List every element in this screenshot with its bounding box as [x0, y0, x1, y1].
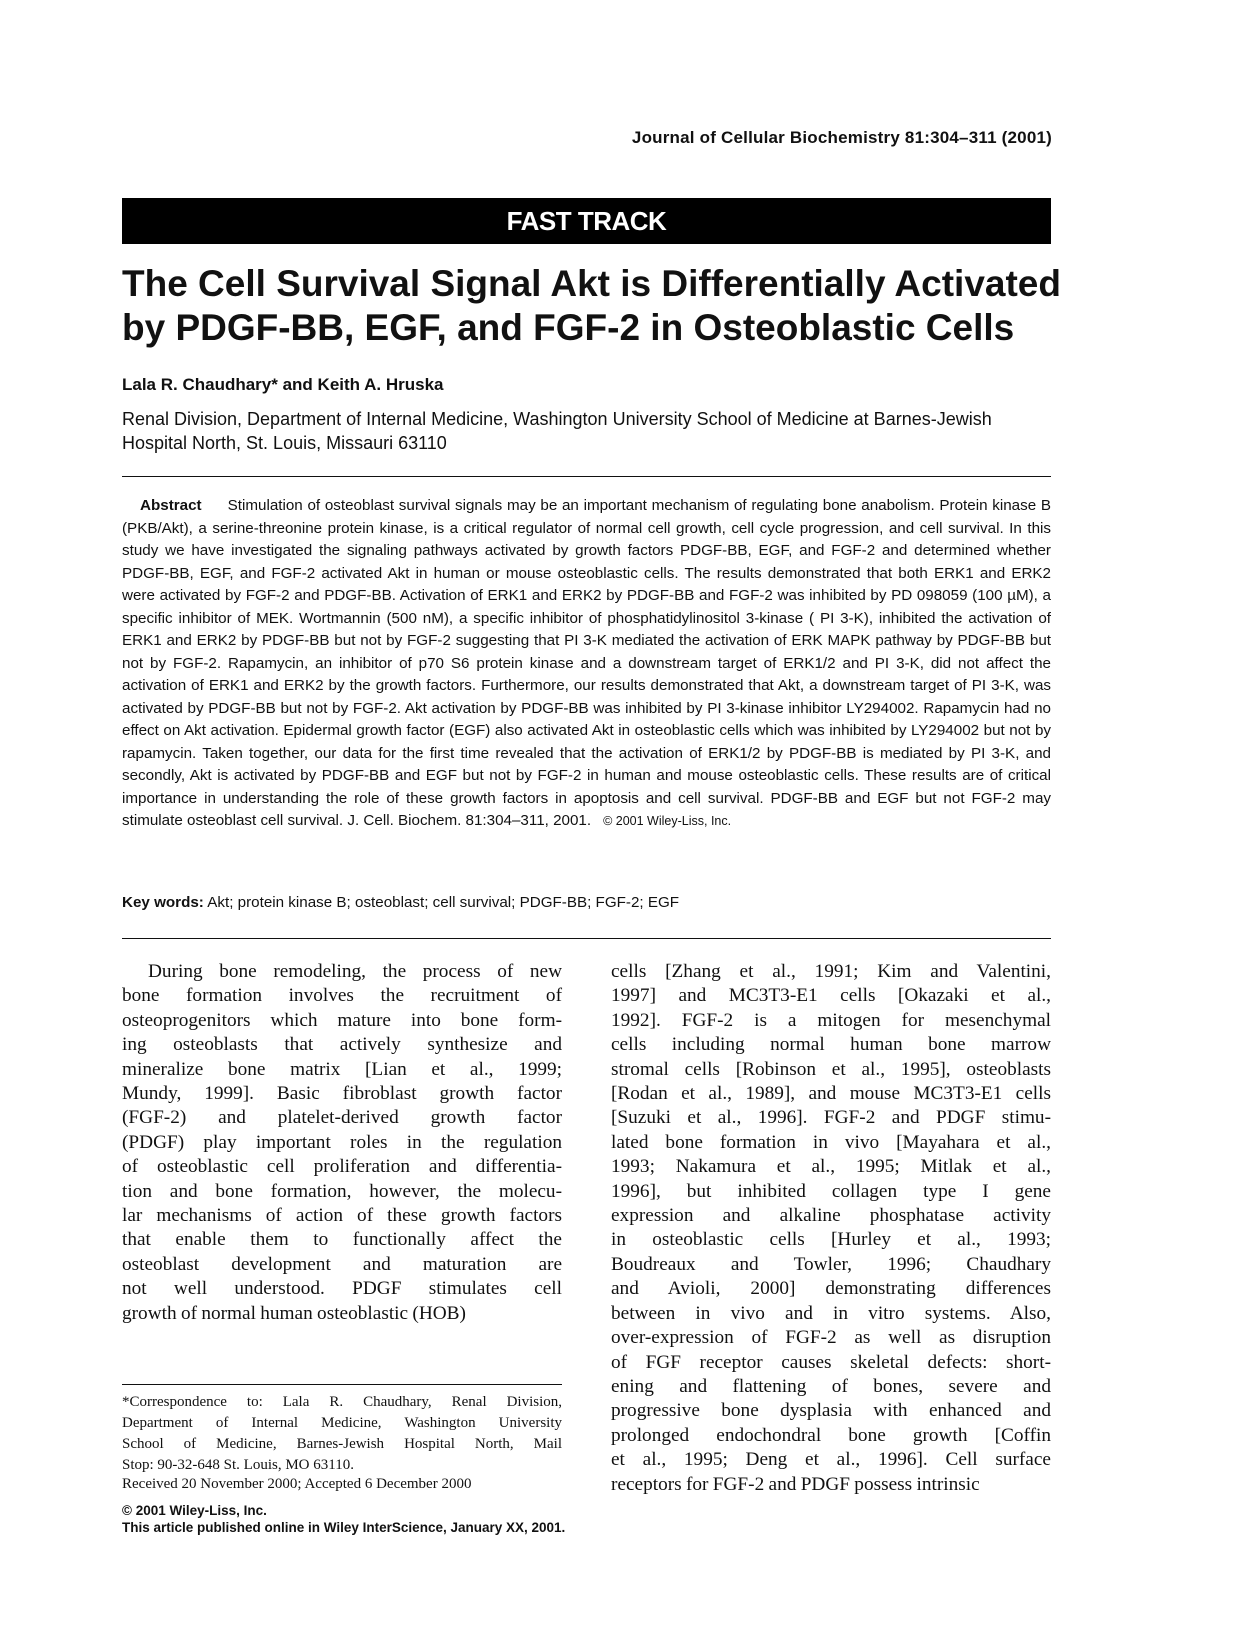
authors: Lala R. Chaudhary* and Keith A. Hruska [122, 375, 444, 394]
abstract-text: Stimulation of osteoblast survival signals may be an important mechanism of regulating bone anabolism. Protein kinase B (PKB/Akt), a serine-threonine protein kinase, is a critical regulator of normal cell growth, cell cycle progression, and cell survival. In this study we have investigated the signaling pathways activated by growth factors PDGF-BB, EGF, and FGF-2 and determined whether PDGF-BB, EGF, and FGF-2 activated Akt in human or mouse osteoblastic cells. The results demonstrated that both ERK1 and ERK2 were activated by FGF-2 and PDGF-BB. Activation of ERK1 and ERK2 by PDGF-BB and FGF-2 was inhibited by PD 098059 (100 µM), a specific inhibitor of MEK. Wortmannin (500 nM), a specific inhibitor of phosphatidylinositol 3-kinase ( PI 3-K), inhibited the activation of ERK1 and ERK2 by PDGF-BB but not by FGF-2 suggesting that PI 3-K mediated the activation of ERK MAPK pathway by PDGF-BB but not by FGF-2. Rapamycin, an inhibitor of p70 S6 protein kinase and a downstream target of ERK1/2 and PI 3-K, did not affect the activation of ERK1 and ERK2 by the growth factors. Furthermore, our results demonstrated that Akt, a downstream target of PI 3-K, was activated by PDGF-BB but not by FGF-2. Akt activation by PDGF-BB was inhibited by PI 3-kinase inhibitor LY294002. Rapamycin had no effect on Akt activation. Epidermal growth factor (EGF) also activated Akt in osteoblastic cells which was inhibited by LY294002 but not by rapamycin. Taken together, our data for the first time revealed that the activation of ERK1/2 by PDGF-BB is mediated by PI 3-K, and secondly, Akt is activated by PDGF-BB and EGF but not by FGF-2 in human and mouse osteoblastic cells. These results are of critical importance in understanding the role of these growth factors in apoptosis and cell survival. PDGF-BB and EGF but not FGF-2 may stimulate osteoblast cell survival. J. Cell. Biochem. 81:304–311, 2001. [122, 497, 1051, 829]
article-title [122, 262, 1082, 350]
text-line: receptors for FGF-2 and PDGF possess intrinsic [611, 1473, 980, 1495]
text-line: (FGF-2) and platelet-derived growth factor [122, 1107, 562, 1129]
abstract-label: Abstract [140, 497, 202, 514]
text-line: 1996], but inhibited collagen type I gene [611, 1180, 1051, 1202]
text-line: and Avioli, 2000] demonstrating differences [611, 1278, 1051, 1300]
text-line: not well understood. PDGF stimulates cell [122, 1278, 562, 1300]
text-line: prolonged endochondral bone growth [Coffin [611, 1424, 1051, 1446]
text-line: Mundy, 1999]. Basic fibroblast growth factor [122, 1083, 562, 1105]
publisher-copyright [122, 1502, 565, 1536]
keywords [122, 894, 1051, 911]
text-line: between in vivo and in vitro systems. Also, [611, 1302, 1051, 1324]
text-line: growth of normal human osteoblastic (HOB) [122, 1302, 466, 1324]
body-column-left [122, 960, 562, 1326]
online-publication-line: This article published online in Wiley InterScience, January XX, 2001. [122, 1520, 566, 1535]
text-line: of osteoblastic cell proliferation and differentia- [122, 1156, 562, 1178]
text-line: lated bone formation in vivo [Mayahara et al., [611, 1131, 1051, 1153]
text-line: progressive bone dysplasia with enhanced and [611, 1400, 1051, 1422]
affiliation: Renal Division, Department of Internal Medicine, Washington University School of Medicine at Barnes-Jewish Hospital North, St. Louis, Missauri 63110 [122, 409, 992, 453]
text-line: cells [Zhang et al., 1991; Kim and Valentini, [611, 961, 1051, 982]
keywords-label: Key words: [122, 894, 204, 911]
text-line: ing osteoblasts that actively synthesize and [122, 1034, 562, 1056]
abstract [122, 495, 1051, 833]
keywords-text: Akt; protein kinase B; osteoblast; cell survival; PDGF-BB; FGF-2; EGF [207, 894, 680, 911]
text-line: bone formation involves the recruitment of [122, 985, 562, 1007]
text-line: tion and bone formation, however, the molecu- [122, 1180, 562, 1202]
correspondence-footnote [122, 1392, 562, 1476]
text-line: over-expression of FGF-2 as well as disruption [611, 1327, 1051, 1349]
text-line: cells including normal human bone marrow [611, 1034, 1051, 1056]
copyright-line: © 2001 Wiley-Liss, Inc. [122, 1503, 267, 1518]
text-line: 1997] and MC3T3-E1 cells [Okazaki et al., [611, 985, 1051, 1007]
abstract-top-rule [122, 476, 1051, 477]
title-line-1: The Cell Survival Signal Akt is Differentially Activated [122, 263, 1061, 304]
text-line: expression and alkaline phosphatase activity [611, 1205, 1051, 1227]
text-line: Department of Internal Medicine, Washington University [122, 1415, 562, 1431]
title-line-2: by PDGF-BB, EGF, and FGF-2 in Osteoblastic Cells [122, 307, 1015, 348]
body-column-right [611, 960, 1051, 1497]
text-line: [Suzuki et al., 1996]. FGF-2 and PDGF stimu- [611, 1107, 1051, 1129]
text-line: During bone remodeling, the process of new [148, 961, 562, 982]
text-line: ening and flattening of bones, severe and [611, 1375, 1051, 1397]
footnote-rule [122, 1384, 562, 1385]
text-line: of FGF receptor causes skeletal defects: short- [611, 1351, 1051, 1373]
text-line: et al., 1995; Deng et al., 1996]. Cell surface [611, 1449, 1051, 1471]
text-line: 1992]. FGF-2 is a mitogen for mesenchymal [611, 1009, 1051, 1031]
fast-track-banner: FAST TRACK [122, 198, 1051, 244]
text-line: lar mechanisms of action of these growth factors [122, 1205, 562, 1227]
text-line: that enable them to functionally affect the [122, 1229, 562, 1251]
text-line: [Rodan et al., 1989], and mouse MC3T3-E1 cells [611, 1083, 1051, 1105]
abstract-copyright: © 2001 Wiley-Liss, Inc. [603, 814, 732, 828]
text-line: Stop: 90-32-648 St. Louis, MO 63110. [122, 1457, 354, 1473]
text-line: School of Medicine, Barnes-Jewish Hospital North, Mail [122, 1436, 562, 1452]
text-line: osteoblast development and maturation are [122, 1253, 562, 1275]
received-dates: Received 20 November 2000; Accepted 6 December 2000 [122, 1476, 472, 1492]
journal-citation: Journal of Cellular Biochemistry 81:304–311 (2001) [631, 128, 1052, 147]
text-line: stromal cells [Robinson et al., 1995], osteoblasts [611, 1058, 1051, 1080]
body-top-rule [122, 938, 1051, 939]
text-line: (PDGF) play important roles in the regulation [122, 1131, 562, 1153]
text-line: in osteoblastic cells [Hurley et al., 1993; [611, 1229, 1051, 1251]
text-line: mineralize bone matrix [Lian et al., 1999; [122, 1058, 562, 1080]
text-line: 1993; Nakamura et al., 1995; Mitlak et al., [611, 1156, 1051, 1178]
text-line: osteoprogenitors which mature into bone form- [122, 1009, 562, 1031]
text-line: *Correspondence to: Lala R. Chaudhary, Renal Division, [122, 1394, 562, 1410]
text-line: Boudreaux and Towler, 1996; Chaudhary [611, 1253, 1051, 1275]
